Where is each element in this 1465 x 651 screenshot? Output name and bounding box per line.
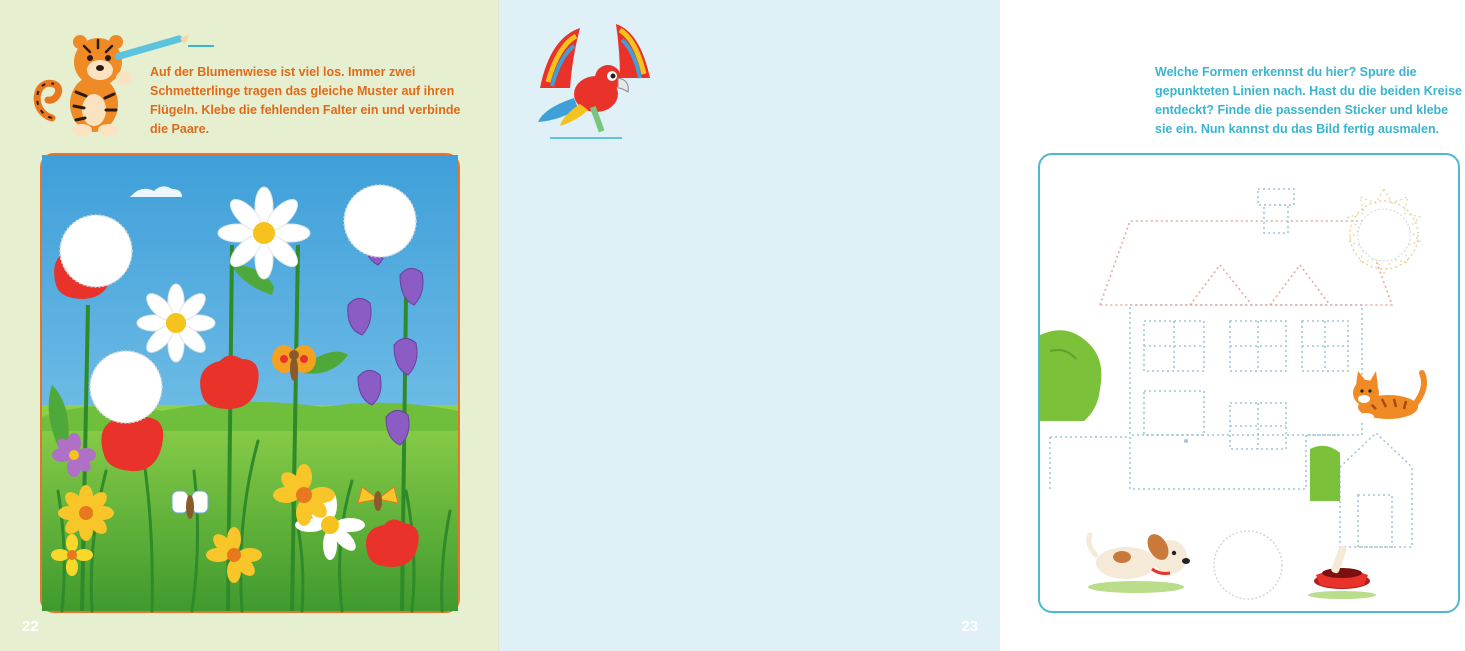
sun-tracing [1348, 189, 1420, 273]
sticker-placeholder-circle[interactable] [60, 215, 132, 287]
flower-meadow-picture [40, 153, 460, 613]
dog [1088, 530, 1190, 593]
left-page [0, 0, 500, 651]
green-bush [1040, 330, 1101, 421]
page-number: 23 [961, 618, 978, 635]
chimney [1258, 189, 1294, 233]
shed [1340, 433, 1412, 547]
house-body [1130, 305, 1362, 449]
page-number: 22 [22, 618, 39, 635]
sticker-placeholder-circle[interactable] [1214, 531, 1282, 599]
right-page [500, 0, 1463, 651]
dog-bowl [1308, 545, 1376, 599]
instruction-text: Auf der Blumenwiese ist viel los. Immer zwei Schmetterlinge tragen das gleiche Muster auf ihren Flügeln. Klebe die fehlenden Falter ein und verbinde die Paare. [150, 65, 461, 136]
cat [1353, 371, 1424, 421]
house-tracing-picture [1038, 153, 1460, 613]
garden-wall [1050, 435, 1340, 489]
green-bush [1310, 446, 1340, 501]
roof [1100, 221, 1392, 305]
instruction-text: Welche Formen erkennst du hier? Spure die gepunkteten Linien nach. Hast du die beiden Kreise entdeckt? Finde die passenden Sticker und klebe sie ein. Nun kannst du das Bild fertig ausmalen. [1155, 65, 1463, 136]
sticker-placeholder-circle[interactable] [344, 185, 416, 257]
sticker-placeholder-circle[interactable] [90, 351, 162, 423]
parrot-with-pencil-icon [530, 18, 660, 143]
